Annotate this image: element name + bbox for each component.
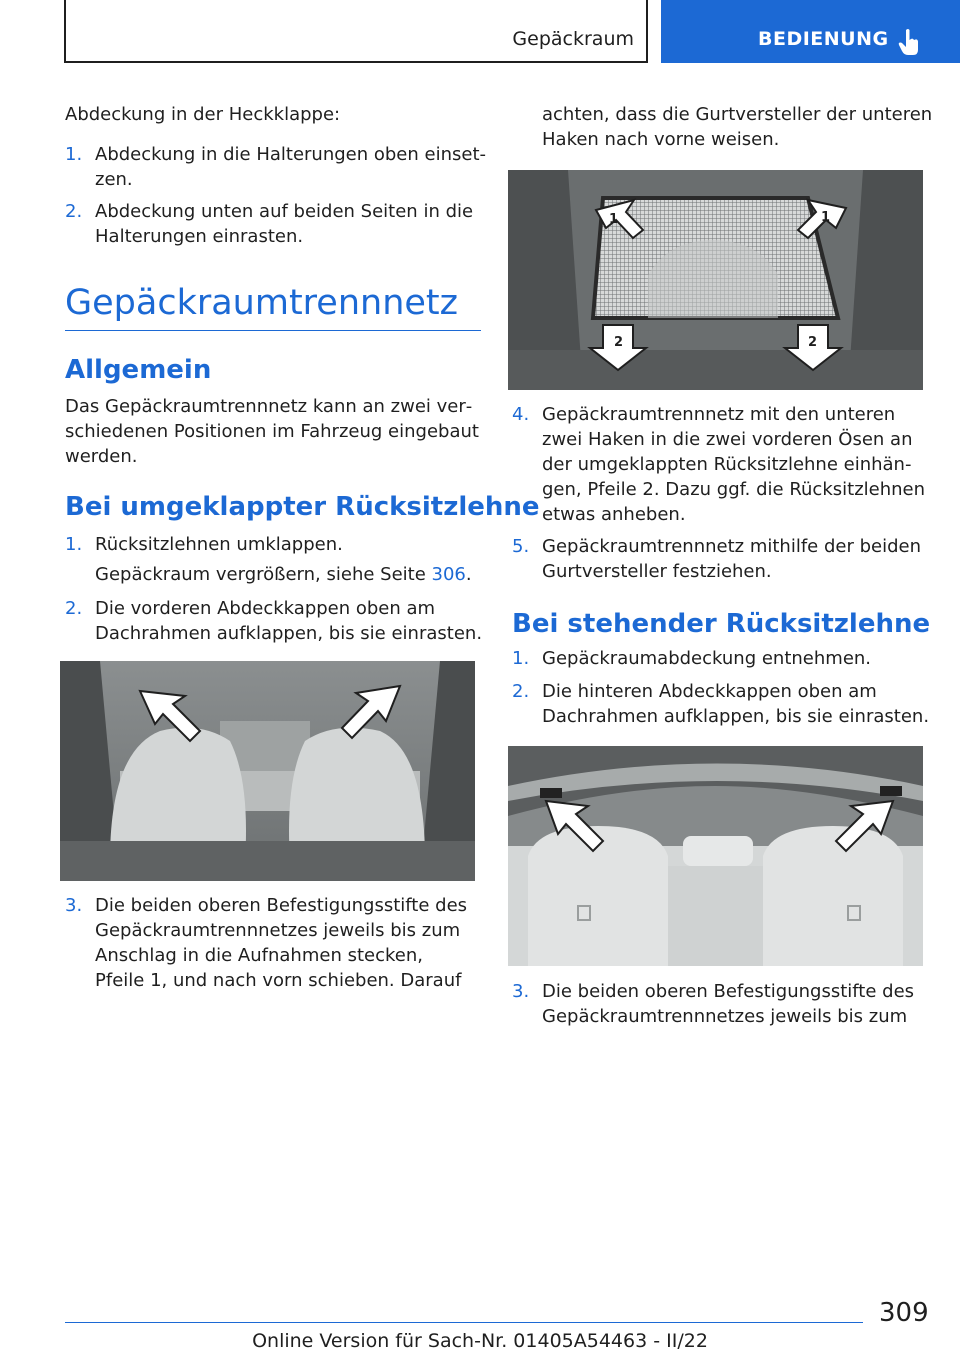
subheading-allgemein: Allgemein (65, 355, 212, 385)
step-text: Gepäckraumtrennnetzes jeweils bis zum (542, 1006, 908, 1027)
pointing-hand-icon (897, 28, 921, 56)
step-number: 2. (512, 681, 530, 702)
step-text: zen. (95, 169, 133, 190)
arrow-label-1: 1 (609, 212, 619, 227)
step-text: zwei Haken in die zwei vorderen Ösen an (542, 429, 913, 450)
step-number: 2. (65, 201, 83, 222)
step-text: Dachrahmen aufklappen, bis sie einrasten. (95, 623, 483, 644)
step-number: 4. (512, 404, 530, 425)
cross-reference (95, 562, 472, 587)
step-text: Anschlag in die Aufnahmen stecken, (95, 945, 423, 966)
page-number: 309 (879, 1298, 929, 1328)
step-text: Die beiden oberen Befestigungsstifte des (95, 895, 468, 916)
step-text: Die beiden oberen Befestigungsstifte des (542, 981, 915, 1002)
step-text: Gepäckraumtrennnetzes jeweils bis zum (95, 920, 461, 941)
illustration-net-installed (508, 170, 923, 390)
heading-gepaeckraumtrennnetz: Gepäckraumtrennnetz (65, 283, 458, 323)
subheading-umgeklappt: Bei umgeklappter Rücksitzlehne (65, 492, 540, 522)
step-number: 3. (65, 895, 83, 916)
step-text: Halterungen einrasten. (95, 226, 304, 247)
section-title: Gepäckraum (512, 28, 634, 50)
step-text: Dachrahmen aufklappen, bis sie einrasten. (542, 706, 930, 727)
step-text: der umgeklappten Rücksitzlehne einhän‐ (542, 454, 912, 475)
illustration-rear-caps (508, 746, 923, 966)
step-text: Gepäckraumtrennnetz mithilfe der beiden (542, 536, 922, 557)
step-number: 1. (65, 534, 83, 555)
step-number: 3. (512, 981, 530, 1002)
step-text: Gurtversteller festziehen. (542, 561, 772, 582)
footer-version-text: Online Version für Sach-Nr. 01405A54463 - II/22 (252, 1330, 708, 1352)
step-text: Rücksitzlehnen umklappen. (95, 534, 343, 555)
general-text-line: werden. (65, 446, 138, 467)
arrow-label-2: 2 (614, 335, 624, 350)
step-number: 1. (65, 144, 83, 165)
general-text-line: Das Gepäckraumtrennnetz kann an zwei ver‐ (65, 396, 473, 417)
step-number: 2. (65, 598, 83, 619)
step-text: gen, Pfeile 2. Dazu ggf. die Rücksitzlehnen (542, 479, 926, 500)
page-link-306[interactable]: 306 (431, 564, 466, 585)
arrow-label-2: 2 (808, 335, 818, 350)
cross-reference-end: . (465, 564, 472, 585)
step-text: Gepäckraumabdeckung entnehmen. (542, 648, 872, 669)
header-section-box (64, 0, 648, 63)
cross-reference-text: Gepäckraum vergrößern, siehe Seite (95, 564, 426, 585)
chapter-label: BEDIENUNG (758, 28, 889, 50)
heading-rule (65, 330, 481, 331)
step-text: Abdeckung unten auf beiden Seiten in die (95, 201, 474, 222)
step-text: Abdeckung in die Halterungen oben einset‐ (95, 144, 486, 165)
subheading-stehend: Bei stehender Rücksitzlehne (512, 609, 931, 639)
intro-text: Abdeckung in der Heckklappe: (65, 104, 341, 125)
step-text: Die hinteren Abdeckkappen oben am (542, 681, 877, 702)
step-text: etwas anheben. (542, 504, 686, 525)
step-number: 5. (512, 536, 530, 557)
footer-rule (65, 1322, 863, 1323)
chapter-tab[interactable] (661, 0, 960, 63)
continued-text: Haken nach vorne weisen. (542, 129, 780, 150)
step-text: Die vorderen Abdeckkappen oben am (95, 598, 436, 619)
step-text: Gepäckraumtrennnetz mit den unteren (542, 404, 896, 425)
general-text-line: schiedenen Positionen im Fahrzeug eingebaut (65, 421, 479, 442)
arrow-label-1: 1 (821, 210, 831, 225)
step-text: Pfeile 1, und nach vorn schieben. Darauf (95, 970, 462, 991)
continued-text: achten, dass die Gurtversteller der unteren (542, 104, 933, 125)
illustration-front-caps (60, 661, 475, 881)
step-number: 1. (512, 648, 530, 669)
